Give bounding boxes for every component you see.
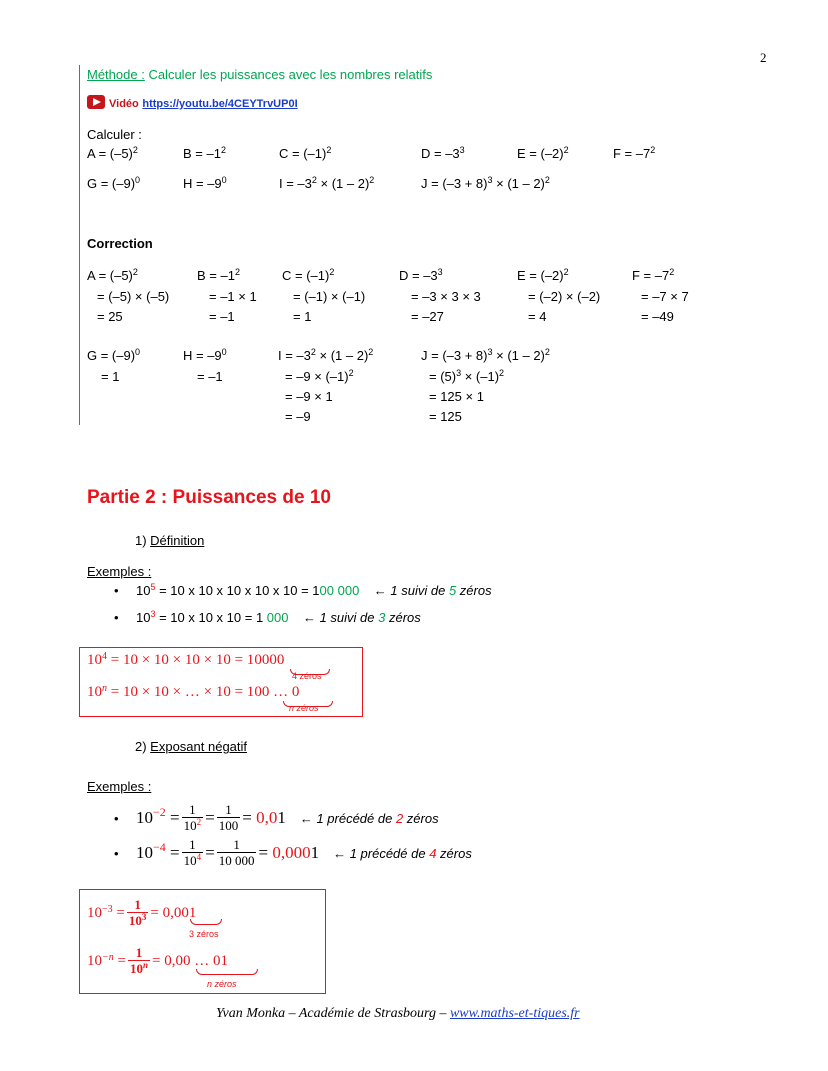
correction-c-line2: = (–1) × (–1) — [293, 289, 366, 304]
correction-c-line3: = 1 — [293, 309, 312, 324]
correction-b-line2: = –1 × 1 — [209, 289, 257, 304]
method-title — [87, 67, 432, 82]
correction-j-line2: = $(5)^3 \times (-1)^2$ — [429, 368, 505, 384]
rule-line-1: $10^4 = 10 \times 10 \times 10 \times 10 = 10000$ — [87, 651, 285, 668]
brace-3-zeros — [190, 919, 222, 925]
examples-label: Exemples : — [87, 564, 152, 579]
correction-e-line1: $E = (-2)^2$ — [517, 267, 569, 283]
brace-label-4-zeros: 4 zéros — [292, 671, 322, 681]
examples-label-2: Exemples : — [87, 779, 152, 794]
brace-label-n-zeros-negative: n zéros — [207, 979, 237, 989]
correction-b-line3: = –1 — [209, 309, 235, 324]
video-label: Vidéo — [109, 98, 139, 110]
correction-a-line1: $A = (-5)^2$ — [87, 267, 138, 283]
correction-d-line3: = –27 — [411, 309, 444, 324]
correction-c-line1: $C = (-1)^2$ — [282, 267, 335, 283]
exercise-h: $H = -9^0$ — [183, 175, 227, 191]
exercise-e: $E = (-2)^2$ — [517, 145, 569, 161]
exercise-j: $J = (-3 + 8)^3 \times (1 - 2)^2$ — [421, 175, 550, 191]
method-sidebar-rule — [79, 65, 80, 425]
negative-example-2: • $10^{-4}$ = $\frac{1}{10^4}$ = $\frac{1}{10 000}$ = 0,0001 ← 1 précédé de 4 zéros — [136, 833, 472, 873]
rule-line-2: $10^n = 10 \times 10$ × … × 10 = 100 … 0 — [87, 683, 300, 700]
video-line — [87, 95, 298, 110]
brace-label-n-zeros: n zéros — [289, 703, 319, 713]
correction-f-line3: = –49 — [641, 309, 674, 324]
correction-j-line4: = 125 — [429, 409, 462, 424]
negative-example-1: • $10^{-2}$ = $\frac{1}{10^2}$ = $\frac{1}{100}$ = 0,01 ← 1 précédé de 2 zéros — [136, 798, 439, 838]
negative-heading: 2) Exposant négatif — [135, 739, 248, 754]
play-icon — [87, 95, 105, 109]
definition-heading: 1) Définition — [135, 533, 205, 548]
exercise-i: $I = -3^2 \times (1 - 2)^2$ — [279, 175, 375, 191]
correction-i-line1: $I = -3^2 \times (1 - 2)^2$ — [278, 347, 374, 363]
correction-a-line3: = 25 — [97, 309, 123, 324]
method-label: Méthode : — [87, 67, 145, 82]
example-2: • $10^3 = 10$ x 10 x 10 = 1 000 ← 1 suivi de 3 zéros — [136, 610, 421, 625]
correction-d-line1: $D = -3^3$ — [399, 267, 443, 283]
exercise-b: $B = -1^2$ — [183, 145, 226, 161]
exercise-d: $D = -3^3$ — [421, 145, 465, 161]
correction-i-line4: = –9 — [285, 409, 311, 424]
negative-rule-line-2: $10^{-n}$ = $\frac{1}{10^n}$ = 0,00 … 01 — [87, 944, 228, 976]
correction-i-line2: = $-9 \times (-1)^2$ — [285, 368, 354, 384]
exercise-a: $A = (-5)^2$ — [87, 145, 138, 161]
exercise-f: $F = -7^2$ — [613, 145, 656, 161]
exercise-g: $G = (-9)^0$ — [87, 175, 141, 191]
exercise-c: $C = (-1)^2$ — [279, 145, 332, 161]
correction-i-line3: = –9 × 1 — [285, 389, 333, 404]
video-link[interactable]: https://youtu.be/4CEYTrvUP0I — [142, 98, 298, 110]
footer: Yvan Monka – Académie de Strasbourg – www.maths-et-tiques.fr — [216, 1006, 580, 1021]
correction-f-line2: = –7 × 7 — [641, 289, 689, 304]
correction-f-line1: $F = -7^2$ — [632, 267, 675, 283]
example-1: • $10^5 = 10$ x 10 x 10 x 10 x 10 = 100 000 ← 1 suivi de 5 zéros — [136, 583, 492, 598]
correction-g-line1: $G = (-9)^0$ — [87, 347, 141, 363]
page-number: 2 — [760, 50, 767, 65]
correction-j-line3: = 125 × 1 — [429, 389, 484, 404]
negative-rule-line-1: $10^{-3}$ = $\frac{1}{10^3}$ = 0,001 — [87, 896, 197, 928]
correction-g-line2: = 1 — [101, 369, 120, 384]
brace-label-3-zeros: 3 zéros — [189, 929, 219, 939]
section-title: Partie 2 : Puissances de 10 — [87, 487, 331, 508]
correction-b-line1: $B = -1^2$ — [197, 267, 240, 283]
footer-link[interactable]: www.maths-et-tiques.fr — [449, 1006, 580, 1021]
correction-h-line2: = –1 — [197, 369, 223, 384]
method-text: Calculer les puissances avec les nombres relatifs — [144, 67, 433, 82]
correction-title: Correction — [87, 236, 153, 251]
correction-e-line3: = 4 — [528, 309, 547, 324]
correction-a-line2: = (–5) × (–5) — [97, 289, 170, 304]
brace-n-zeros-negative — [196, 969, 258, 975]
correction-j-line1: $J = (-3 + 8)^3 \times (1 - 2)^2$ — [421, 347, 550, 363]
correction-e-line2: = (–2) × (–2) — [528, 289, 601, 304]
correction-h-line1: $H = -9^0$ — [183, 347, 227, 363]
correction-d-line2: = –3 × 3 × 3 — [411, 289, 481, 304]
calculer-label: Calculer : — [87, 127, 142, 142]
